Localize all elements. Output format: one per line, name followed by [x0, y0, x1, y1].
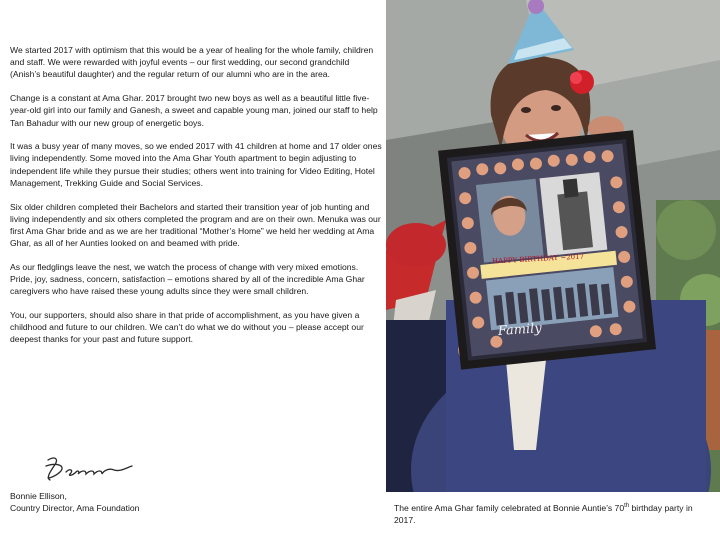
paragraph-graduates: Six older children completed their Bachelors and started their transition year of job hunting and living independently and six others completed the program and are on their own. Menuka was our first Ama Ghar bride and as we are her traditional “Mother’s Home” we held her wedding at Ama Ghar, as all of her Aunties looked on and beamed with pride. [10, 201, 381, 249]
paragraph-moves: It was a busy year of many moves, so we ended 2017 with 41 children at home and 17 older ones living independently. Some moved into the Ama Ghar Youth apartment to begin adjusting to independent life while they pursue their studies; others went into training for Video Editing, Hotel Management, Trekking Guide and Social Services. [10, 141, 382, 188]
letter-body [10, 44, 382, 357]
paragraph-thanks: You, our supporters, should also share in that pride of accomplishment, as you have given a childhood and future to our children. We can’t do what we do without you – please accept our deepest thanks for your past and future support. [10, 309, 364, 345]
paragraph-change: Change is a constant at Ama Ghar. 2017 brought two new boys as well as a beautiful little five-year-old girl into our family and Ganesh, a sweet and capable young man, joined our staff to help Tan Bahadur with our new group of energetic boys. [10, 93, 378, 128]
signer-name: Bonnie Ellison, [10, 491, 67, 501]
frame-banner-text: HAPPY BIRTHDAY ~2017 [491, 252, 585, 266]
birthday-photo [386, 0, 720, 492]
frame-family-text: Family [497, 321, 543, 340]
birthday-photo-illustration [386, 0, 720, 492]
caption-text: The entire Ama Ghar family celebrated at Bonnie Auntie’s 70 [394, 503, 625, 513]
signoff [10, 490, 139, 515]
paragraph-fledglings: As our fledglings leave the nest, we watch the process of change with very mixed emotions. Pride, joy, sadness, concern, satisfaction – emotions shared by all of the incredible Ama Ghar caregivers who have raised these young adults since they were small children. [10, 261, 365, 297]
caption-superscript: th [624, 503, 630, 510]
photo-caption [394, 502, 716, 527]
paragraph-healing: We started 2017 with optimism that this would be a year of healing for the whole family, children and staff. We were rewarded with joyful events – our first wedding, our second grandchild (Anish’s beautiful daughter) and the regular return of our alumni who are in the area. [10, 45, 374, 80]
handwritten-signature [40, 452, 140, 486]
caption-text-end: birthday party in 2017. [394, 503, 693, 526]
signer-title: Country Director, Ama Foundation [10, 503, 140, 514]
